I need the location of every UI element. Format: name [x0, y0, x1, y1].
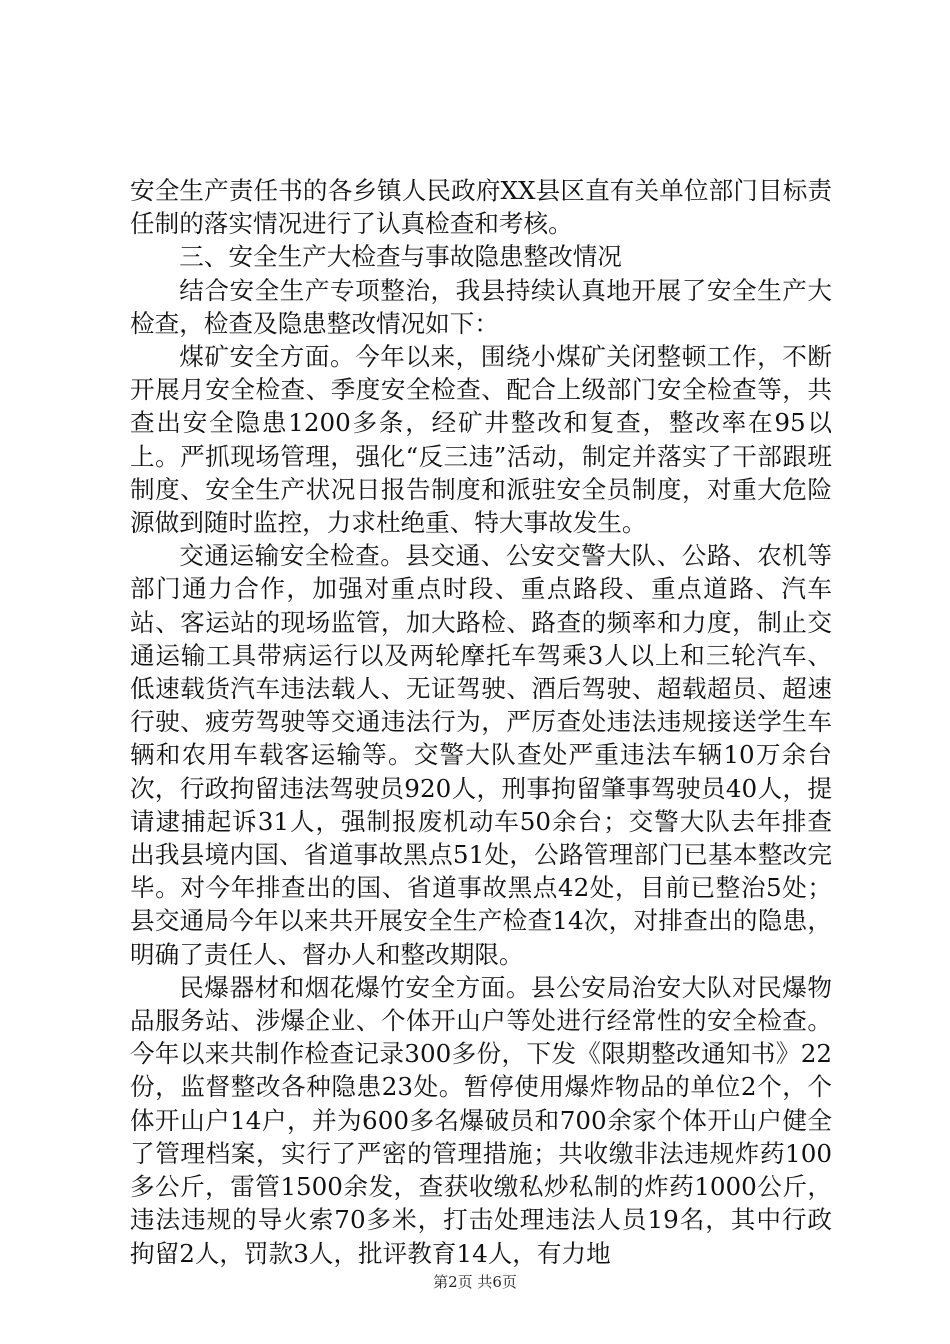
document-body — [130, 174, 832, 1270]
paragraph-inspection-intro: 结合安全生产专项整治，我县持续认真地开展了安全生产大检查，检查及隐患整改情况如下： — [130, 275, 832, 338]
section-heading-inspection: 三、安全生产大检查与事故隐患整改情况 — [179, 242, 622, 272]
paragraph-responsibility-check: 安全生产责任书的各乡镇人民政府XX县区直有关单位部门目标责任制的落实情况进行了认真检查和考核。 — [130, 176, 832, 239]
paragraph-traffic-safety: 交通运输安全检查。县交通、公安交警大队、公路、农机等部门通力合作，加强对重点时段、重点路段、重点道路、汽车站、客运站的现场监管，加大路检、路查的频率和力度，制止交通运输工具带病运行以及两轮摩托车驾乘3人以上和三轮汽车、低速载货汽车违法载人、无证驾驶、酒后驾驶、超载超员、超速行驶、疲劳驾驶等交通违法行为，严厉查处违法违规接送学生车辆和农用车载客运输等。交警大队查处严重违法车辆10万余台次，行政拘留违法驾驶员920人，刑事拘留肇事驾驶员40人，提请逮捕起诉31人，强制报废机动车50余台；交警大队去年排查出我县境内国、省道事故黑点51处，公路管理部门已基本整改完毕。对今年排查出的国、省道事故黑点42处，目前已整治5处；县交通局今年以来共开展安全生产检查14次，对排查出的隐患，明确了责任人、督办人和整改期限。 — [130, 541, 832, 969]
paragraph-explosives-safety: 民爆器材和烟花爆竹安全方面。县公安局治安大队对民爆物品服务站、涉爆企业、个体开山户等处进行经常性的安全检查。今年以来共制作检查记录300多份，下发《限期整改通知书》22份，监督整改各种隐患23处。暂停使用爆炸物品的单位2个，个体开山户14户，并为600多名爆破员和700余家个体开山户健全了管理档案，实行了严密的管理措施；共收缴非法违规炸药100多公斤，雷管1500余发，查获收缴私炒私制的炸药1000公斤，违法违规的导火索70多米，打击处理违法人员19名，其中行政拘留2人，罚款3人，批评教育14人，有力地 — [130, 972, 832, 1268]
paragraph-coal-mine-safety: 煤矿安全方面。今年以来，围绕小煤矿关闭整顿工作，不断开展月安全检查、季度安全检查、配合上级部门安全检查等，共查出安全隐患1200多条，经矿井整改和复查，整改率在95以上。严抓现场管理，强化“反三违”活动，制定并落实了干部跟班制度、安全生产状况日报告制度和派驻安全员制度，对重大危险源做到随时监控，力求杜绝重、特大事故发生。 — [130, 342, 832, 538]
page-footer: 第2页 共6页 — [433, 1273, 517, 1291]
